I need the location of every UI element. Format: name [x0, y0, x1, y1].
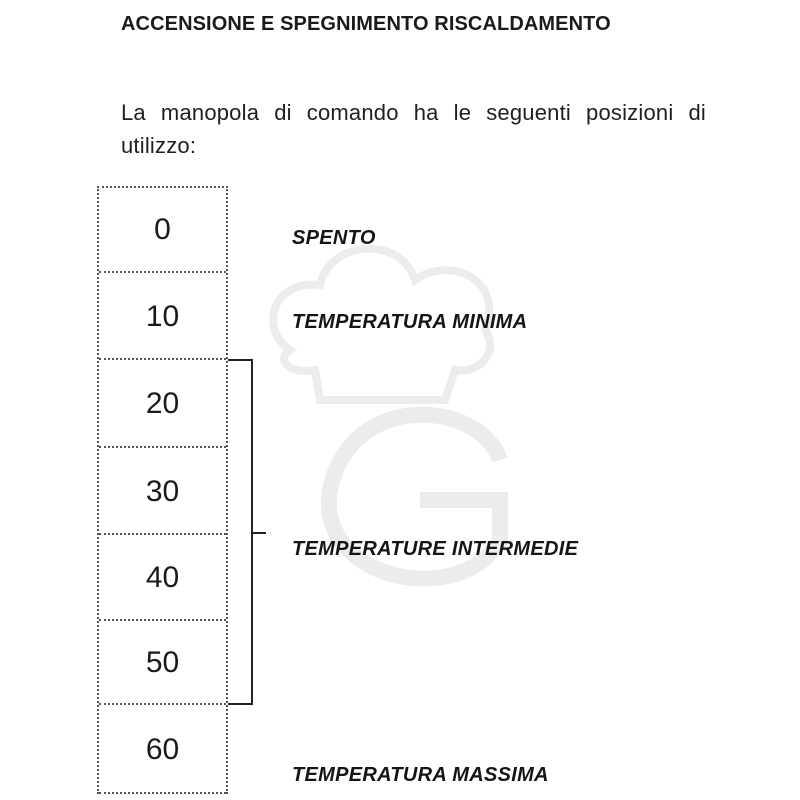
label-off: SPENTO — [292, 227, 376, 249]
label-intermediate-temperatures: TEMPERATURE INTERMEDIE — [292, 538, 579, 560]
dial-position-30: 30 — [99, 450, 226, 535]
dial-position-50: 50 — [99, 623, 226, 705]
dial-position-40: 40 — [99, 537, 226, 621]
dial-position-10: 10 — [99, 275, 226, 360]
page-heading: ACCENSIONE E SPEGNIMENTO RISCALDAMENTO — [121, 13, 611, 35]
dial-position-60: 60 — [99, 707, 226, 794]
label-maximum-temperature: TEMPERATURA MASSIMA — [292, 764, 549, 786]
dial-position-20: 20 — [99, 362, 226, 448]
bracket-pointer — [252, 532, 266, 534]
dial-position-0: 0 — [99, 188, 226, 273]
intro-paragraph: La manopola di comando ha le seguenti posizioni di utilizzo: — [121, 100, 706, 158]
dial-scale — [97, 186, 228, 794]
label-minimum-temperature: TEMPERATURA MINIMA — [292, 311, 528, 333]
intermediate-range-bracket — [228, 359, 253, 705]
